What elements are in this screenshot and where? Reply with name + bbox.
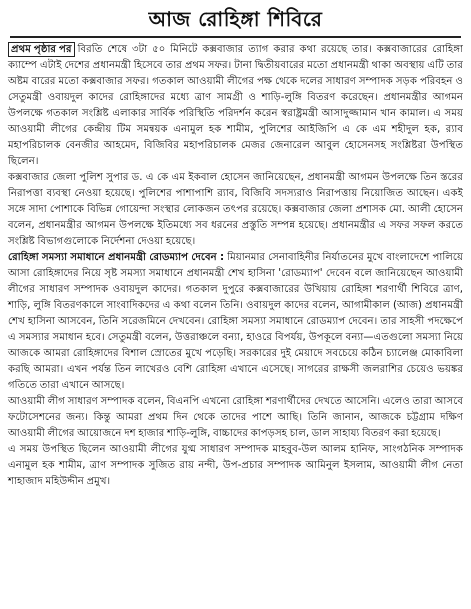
continuation-tag: প্রথম পৃষ্ঠার পর	[8, 42, 75, 57]
article-body	[8, 42, 463, 490]
paragraph-1	[8, 42, 463, 170]
paragraph-3	[8, 250, 463, 394]
paragraph-5: এ সময় উপস্থিত ছিলেন আওয়ামী লীগের যুগ্ম সাধারণ সম্পাদক মাহবুব-উল আলম হানিফ, সাংগঠনিক সম্পাদক এনামুল হক শামীম, ত্রাণ সম্পাদক সুজিত রায় নন্দী, উপ-প্রচার সম্পাদক আমিনুল ইসলাম, আওয়ামী লীগ নেতা শাহাজাদ মহিউদ্দীন প্রমুখ।	[8, 444, 463, 487]
subhead: রোহিঙ্গা সমস্যা সমাধানে প্রধানমন্ত্রী রোডম্যাপ দেবেন :	[8, 252, 225, 263]
paragraph-3-text: মিয়ানমার সেনাবাহিনীর নির্যাতনের মুখে বাংলাদেশে পালিয়ে আসা রোহিঙ্গাদের নিয়ে সৃষ্ট সমস্যা সমাধানে প্রধানমন্ত্রী শেখ হাসিনা 'রোডম্যাপ' দেবেন বলে জানিয়েছেন আওয়ামী লীগের সাধারণ সম্পাদক ওবায়দুল কাদের। গতকাল দুপুরে কক্সবাজারের উখিয়ায় রোহিঙ্গা শরণার্থী শিবিরে ত্রাণ, শাড়ি, লুঙ্গি বিতরণকালে সাংবাদিকদের এ কথা বলেন তিনি। ওবায়দুল কাদের বলেন, আগামীকাল (আজ) প্রধানমন্ত্রী শেখ হাসিনা আসবেন, তিনি সরেজমিনে দেখবেন। রোহিঙ্গা সমস্যা সমাধানে রোডম্যাপ দেবেন। তার সাহসী পদক্ষেপে এ সমস্যার সমাধান হবে। সেতুমন্ত্রী বলেন, উত্তরাঞ্চলে বন্যা, হাওরে বিপর্যয়, উপকূলে বন্যা—এতগুলো সমস্যা নিয়ে আজকে আমরা রোহিঙ্গাদের বিশাল স্রোতের মুখে পড়েছি। সরকারের দুই মেয়াদে সবচেয়ে কঠিন চ্যালেঞ্জ মোকাবিলা করছি আমরা। এখন পর্যন্ত তিন লাখেরও বেশি রোহিঙ্গা এখানে এসেছে। সাগরের রাক্ষসী জলরাশির চেয়েও ভয়ঙ্কর গতিতে তারা এখানে আসছে।	[8, 252, 463, 391]
paragraph-4: আওয়ামী লীগ সাধারণ সম্পাদক বলেন, বিএনপি এখনো রোহিঙ্গা শরণার্থীদের দেখতে আসেনি। এলেও তারা আসবে ফটোসেশনের জন্য। কিন্তু আমরা প্রথম দিন থেকে তাদের পাশে আছি। তিনি জানান, আজকে চট্টগ্রাম দক্ষিণ আওয়ামী লীগের আয়োজনে দশ হাজার শাড়ি-লুঙ্গি, বাচ্চাদের কাপড়সহ চাল, ডাল সাহায্য বিতরণ করা হয়েছে।	[8, 396, 463, 439]
article-headline: আজ রোহিঙ্গা শিবিরে	[148, 7, 323, 31]
paragraph-2: কক্সবাজার জেলা পুলিশ সুপার ড. এ কে এম ইকবাল হোসেন জানিয়েছেন, প্রধানমন্ত্রী আগমন উপলক্ষে তিন স্তরের নিরাপত্তা ব্যবস্থা নেওয়া হয়েছে। পুলিশের পাশাপাশি র‌্যাব, বিজিবি সদস্যরাও নিরাপত্তায় নিয়োজিত আছেন। একই সঙ্গে সাদা পোশাকে বিভিন্ন গোয়েন্দা সংস্থার লোকজন তৎপর রয়েছে। কক্সবাজার জেলা প্রশাসক মো. আলী হোসেন বলেন, প্রধানমন্ত্রীর আগমন উপলক্ষে ইতিমধ্যে সব ধরনের প্রস্তুতি সম্পন্ন হয়েছে। প্রধানমন্ত্রীর এ সফর সফল করতে সংশ্লিষ্ট বিভাগগুলোকে নির্দেশনা দেওয়া হয়েছে।	[8, 172, 463, 247]
paragraph-1-text: বিরতি শেষে ৩টা ৫০ মিনিটে কক্সবাজার ত্যাগ করার কথা রয়েছে তার। কক্সবাজারের রোহিঙ্গা ক্যাম্পে এটাই দেশের প্রধানমন্ত্রী হিসেবে তার প্রথম সফর। টানা দ্বিতীয়বারের মতো প্রধানমন্ত্রী থাকা অবস্থায় এটি তার অষ্টম বারের মতো কক্সবাজার সফর। গতকাল আওয়ামী লীগের পক্ষ থেকে দলের সাধারণ সম্পাদক সড়ক পরিবহন ও সেতুমন্ত্রী ওবায়দুল কাদের রোহিঙ্গাদের মধ্যে ত্রাণ সামগ্রী ও শাড়ি-লুঙ্গি বিতরণ করেছেন। প্রধানমন্ত্রীর আগমন উপলক্ষে গতকাল সংশ্লিষ্ট এলাকার সার্বিক পরিস্থিতি পরিদর্শন করেন স্বরাষ্ট্রমন্ত্রী আসাদুজ্জামান খান কামাল। এ সময় আওয়ামী লীগের কেন্দ্রীয় টিম সমন্বয়ক এনামুল হক শামীম, পুলিশের আইজিপি এ কে এম শহীদুল হক, র‌্যাব মহাপরিচালক বেনজীর আহমেদ, বিজিবির মহাপরিচালক মেজর জেনারেল আবুল হোসেনসহ সংশ্লিষ্টরা উপস্থিত ছিলেন।	[8, 44, 463, 167]
headline-divider	[10, 36, 461, 38]
